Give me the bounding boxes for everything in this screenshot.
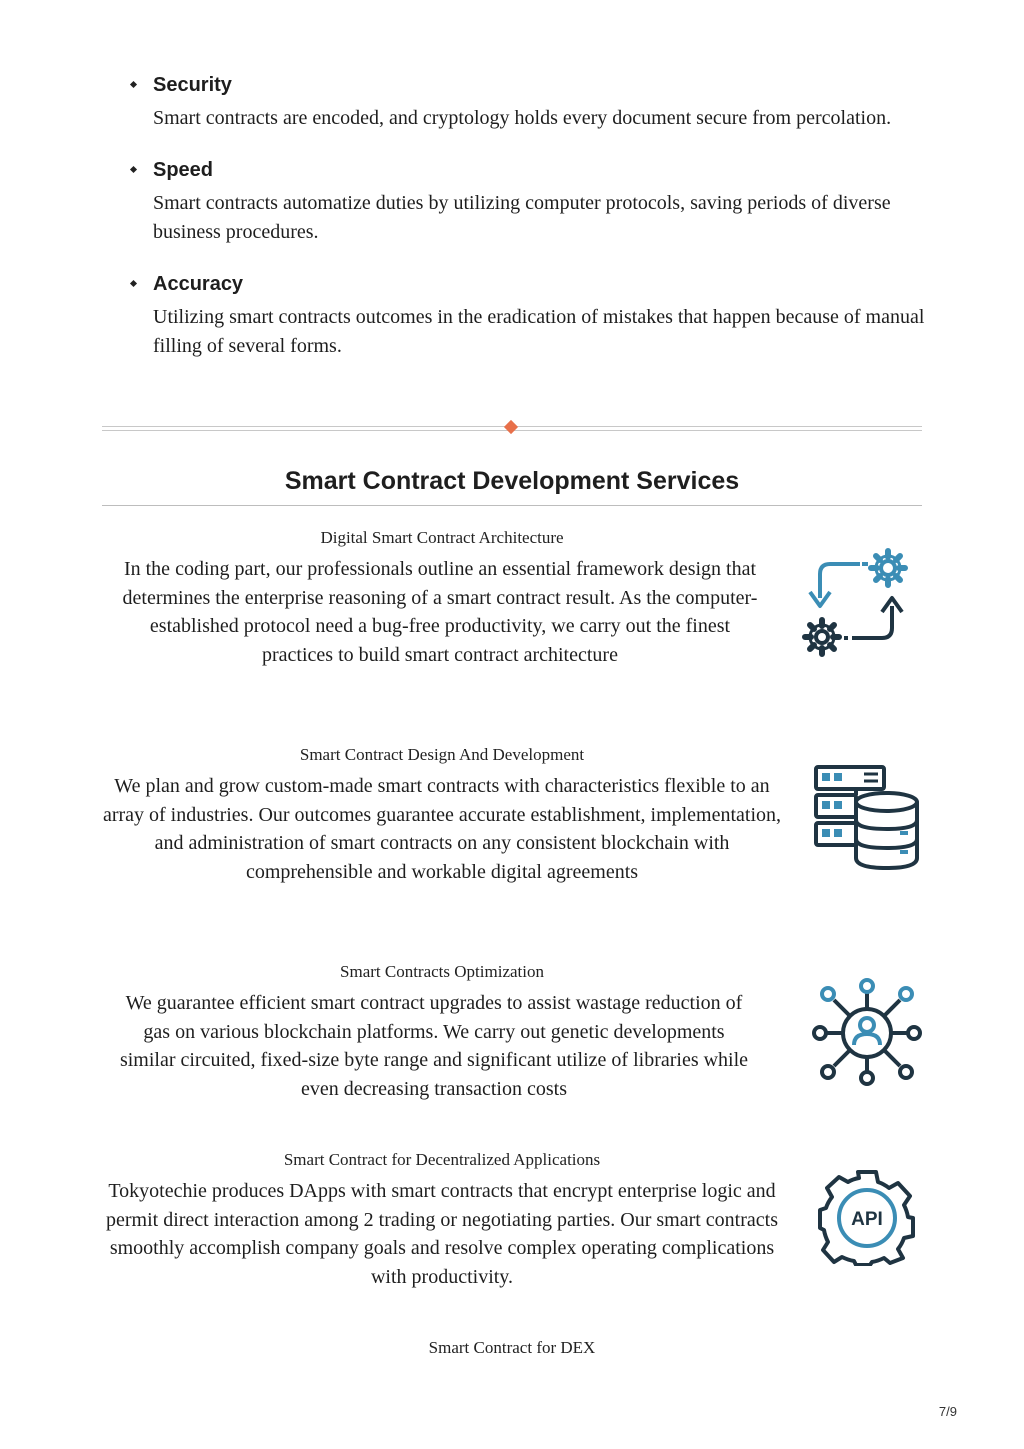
benefits-list xyxy=(128,70,928,383)
service-optimization xyxy=(102,960,782,1103)
benefit-title: Speed xyxy=(153,159,214,181)
server-database-icon xyxy=(812,764,922,872)
bullet-diamond-icon xyxy=(130,166,137,173)
service-description: In the coding part, our professionals outline an essential framework design that determines the enterprise reasoning of a smart contract result. As the computer-established protocol need a bug-free productivity, we carry out the finest practices to build smart contract architecture xyxy=(122,558,758,666)
service-title: Smart Contract for DEX xyxy=(428,1338,596,1357)
svg-text:API: API xyxy=(851,1209,883,1230)
service-title: Smart Contracts Optimization xyxy=(340,962,544,981)
user-network-icon xyxy=(812,978,922,1088)
benefit-title: Security xyxy=(153,74,232,96)
service-dapps xyxy=(102,1148,782,1291)
bullet-diamond-icon xyxy=(130,280,137,287)
service-description: We plan and grow custom-made smart contracts with characteristics flexible to an array of industries. Our outcomes guarantee accurate establishment, implementation, and administration of smart contracts on any consistent blockchain with comprehensible and workable digital agreements xyxy=(102,775,782,883)
title-underline xyxy=(102,505,922,506)
benefit-item-speed xyxy=(128,155,928,247)
service-title: Smart Contract Design And Development xyxy=(299,745,585,764)
benefit-text: Smart contracts automatize duties by utilizing computer protocols, saving periods of diverse business procedures. xyxy=(153,192,891,243)
benefit-item-security xyxy=(128,70,928,133)
gear-cycle-icon xyxy=(800,546,915,658)
service-description: We guarantee efficient smart contract upgrades to assist wastage reduction of gas on various blockchain platforms. We carry out genetic developments similar circuited, fixed-size byte range and significant utilize of libraries while even decreasing transaction costs xyxy=(119,992,749,1100)
section-divider xyxy=(102,426,922,432)
divider-diamond-icon xyxy=(504,420,518,434)
bullet-diamond-icon xyxy=(130,81,137,88)
page-number: 7/9 xyxy=(938,1404,957,1419)
service-dex xyxy=(102,1336,922,1365)
section-title: Smart Contract Development Services xyxy=(284,467,740,495)
service-title: Digital Smart Contract Architecture xyxy=(320,528,564,547)
benefit-text: Smart contracts are encoded, and cryptology holds every document secure from percolation. xyxy=(153,107,892,129)
benefit-item-accuracy xyxy=(128,269,928,361)
service-description: Tokyotechie produces DApps with smart contracts that encrypt enterprise logic and permit direct interaction among 2 trading or negotiating parties. Our smart contracts smoothly accomplish company goals and resolve complex operating complications with productivity. xyxy=(105,1180,778,1288)
service-architecture xyxy=(102,526,782,669)
api-gear-icon xyxy=(818,1168,916,1266)
service-title: Smart Contract for Decentralized Applications xyxy=(283,1150,601,1169)
benefit-text: Utilizing smart contracts outcomes in the eradication of mistakes that happen because of manual filling of several forms. xyxy=(153,306,925,357)
service-design-development xyxy=(102,743,782,886)
benefit-title: Accuracy xyxy=(153,273,244,295)
